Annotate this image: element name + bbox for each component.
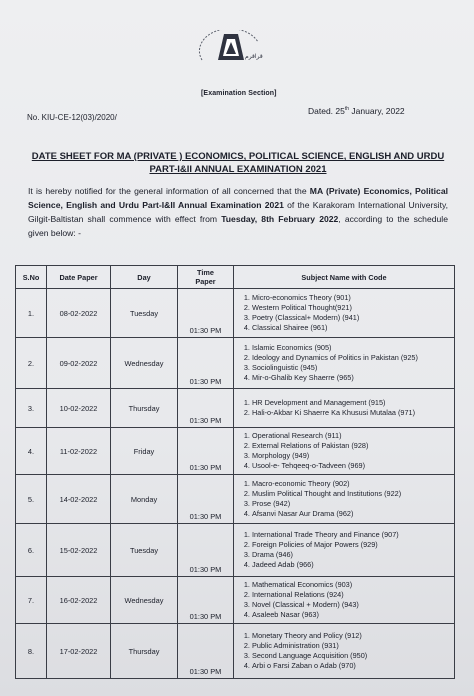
cell-time: 01:30 PM bbox=[178, 428, 234, 475]
subject-item: 4. Afsanvi Nasar Aur Drama (962) bbox=[252, 509, 450, 519]
subject-item: 4. Jadeed Adab (966) bbox=[252, 560, 450, 570]
schedule-table bbox=[15, 265, 455, 679]
cell-day: Thursday bbox=[111, 624, 178, 679]
subject-item: 1. Islamic Economics (905) bbox=[252, 343, 450, 353]
examination-section-label: [Examination Section] bbox=[201, 90, 277, 97]
cell-subjects bbox=[234, 428, 455, 475]
subject-item: 3. Second Language Acquisition (950) bbox=[252, 651, 450, 661]
cell-time: 01:30 PM bbox=[178, 524, 234, 577]
subject-item: 3. Sociolinguistic (945) bbox=[252, 363, 450, 373]
cell-date: 15-02-2022 bbox=[47, 524, 111, 577]
header-sno: S.No bbox=[16, 266, 47, 289]
subject-item: 1. HR Development and Management (915) bbox=[252, 398, 450, 408]
reference-number: No. KIU-CE-12(03)/2020/ bbox=[27, 113, 117, 122]
cell-date: 08-02-2022 bbox=[47, 289, 111, 338]
title-line-2: PART-I&II ANNUAL EXAMINATION 2021 bbox=[149, 164, 327, 175]
cell-subjects bbox=[234, 338, 455, 389]
subject-item: 3. Drama (946) bbox=[252, 550, 450, 560]
table-row bbox=[16, 389, 455, 428]
subject-list bbox=[238, 398, 450, 418]
cell-sno: 6. bbox=[16, 524, 47, 577]
subject-item: 2. Hali-o-Akbar Ki Shaerre Ka Khususi Mutalaa (971) bbox=[252, 408, 450, 418]
document-title bbox=[26, 150, 450, 176]
cell-date: 11-02-2022 bbox=[47, 428, 111, 475]
cell-day: Wednesday bbox=[111, 577, 178, 624]
cell-sno: 3. bbox=[16, 389, 47, 428]
subject-list bbox=[238, 293, 450, 334]
subject-list bbox=[238, 479, 450, 520]
notice-paragraph: It is hereby notified for the general information of all concerned that the MA (Private) Economics, Political Science, English and Urdu Part-I&II Annual Examination 2021 of the Karakoram International University, Gilgit-Baltistan shall commence with effect from Tuesday, 8th February 2022, according to the schedule given below: - bbox=[28, 186, 449, 238]
svg-text:قراقرم: قراقرم bbox=[245, 53, 263, 60]
subject-item: 4. Asaleeb Nasar (963) bbox=[252, 610, 450, 620]
header-time: Time Paper bbox=[178, 266, 234, 289]
subject-item: 1. International Trade Theory and Finance (907) bbox=[252, 530, 450, 540]
cell-subjects bbox=[234, 524, 455, 577]
cell-time: 01:30 PM bbox=[178, 289, 234, 338]
cell-day: Tuesday bbox=[111, 289, 178, 338]
subject-item: 4. Mir-o-Ghalib Key Shaerre (965) bbox=[252, 373, 450, 383]
cell-day: Monday bbox=[111, 475, 178, 524]
subject-item: 2. External Relations of Pakistan (928) bbox=[252, 441, 450, 451]
cell-date: 10-02-2022 bbox=[47, 389, 111, 428]
cell-subjects bbox=[234, 289, 455, 338]
subject-item: 1. Operational Research (911) bbox=[252, 431, 450, 441]
table-row bbox=[16, 577, 455, 624]
cell-date: 14-02-2022 bbox=[47, 475, 111, 524]
subject-list bbox=[238, 343, 450, 384]
subject-item: 4. Usool-e- Tehqeeq-o-Tadveen (969) bbox=[252, 461, 450, 471]
subject-item: 1. Mathematical Economics (903) bbox=[252, 580, 450, 590]
subject-list bbox=[238, 431, 450, 472]
cell-sno: 7. bbox=[16, 577, 47, 624]
subject-item: 2. Foreign Policies of Major Powers (929) bbox=[252, 540, 450, 550]
cell-subjects bbox=[234, 389, 455, 428]
header-subject: Subject Name with Code bbox=[234, 266, 455, 289]
issue-date: Dated. 25th January, 2022 bbox=[308, 106, 405, 116]
subject-item: 4. Classical Shairee (961) bbox=[252, 323, 450, 333]
title-line-1: DATE SHEET FOR MA (PRIVATE ) ECONOMICS, POLITICAL SCIENCE, ENGLISH AND URDU bbox=[31, 151, 445, 162]
cell-subjects bbox=[234, 624, 455, 679]
header-day: Day bbox=[111, 266, 178, 289]
subject-item: 2. Ideology and Dynamics of Politics in Pakistan (925) bbox=[252, 353, 450, 363]
cell-day: Tuesday bbox=[111, 524, 178, 577]
subject-item: 2. Public Administration (931) bbox=[252, 641, 450, 651]
subject-list bbox=[238, 530, 450, 571]
table-row bbox=[16, 475, 455, 524]
cell-time: 01:30 PM bbox=[178, 577, 234, 624]
subject-item: 3. Novel (Classical + Modern) (943) bbox=[252, 600, 450, 610]
header-date: Date Paper bbox=[47, 266, 111, 289]
cell-sno: 2. bbox=[16, 338, 47, 389]
cell-date: 16-02-2022 bbox=[47, 577, 111, 624]
subject-item: 3. Prose (942) bbox=[252, 499, 450, 509]
cell-time: 01:30 PM bbox=[178, 338, 234, 389]
cell-day: Thursday bbox=[111, 389, 178, 428]
subject-item: 4. Arbi o Farsi Zaban o Adab (970) bbox=[252, 661, 450, 671]
cell-time: 01:30 PM bbox=[178, 624, 234, 679]
table-header-row bbox=[16, 266, 455, 289]
subject-item: 2. Muslim Political Thought and Institutions (922) bbox=[252, 489, 450, 499]
cell-sno: 8. bbox=[16, 624, 47, 679]
table-row bbox=[16, 624, 455, 679]
table-row bbox=[16, 524, 455, 577]
subject-list bbox=[238, 580, 450, 621]
table-row bbox=[16, 428, 455, 475]
subject-item: 2. International Relations (924) bbox=[252, 590, 450, 600]
subject-item: 1. Micro-economics Theory (901) bbox=[252, 293, 450, 303]
subject-item: 1. Macro-economic Theory (902) bbox=[252, 479, 450, 489]
cell-date: 09-02-2022 bbox=[47, 338, 111, 389]
cell-subjects bbox=[234, 475, 455, 524]
cell-day: Wednesday bbox=[111, 338, 178, 389]
cell-sno: 5. bbox=[16, 475, 47, 524]
table-row bbox=[16, 289, 455, 338]
cell-day: Friday bbox=[111, 428, 178, 475]
subject-item: 3. Morphology (949) bbox=[252, 451, 450, 461]
cell-sno: 4. bbox=[16, 428, 47, 475]
table-row bbox=[16, 338, 455, 389]
university-logo bbox=[194, 30, 272, 82]
subject-item: 3. Poetry (Classical+ Modern) (941) bbox=[252, 313, 450, 323]
cell-subjects bbox=[234, 577, 455, 624]
cell-sno: 1. bbox=[16, 289, 47, 338]
subject-list bbox=[238, 631, 450, 672]
cell-date: 17-02-2022 bbox=[47, 624, 111, 679]
cell-time: 01:30 PM bbox=[178, 475, 234, 524]
subject-item: 1. Monetary Theory and Policy (912) bbox=[252, 631, 450, 641]
cell-time: 01:30 PM bbox=[178, 389, 234, 428]
subject-item: 2. Western Political Thought(921) bbox=[252, 303, 450, 313]
